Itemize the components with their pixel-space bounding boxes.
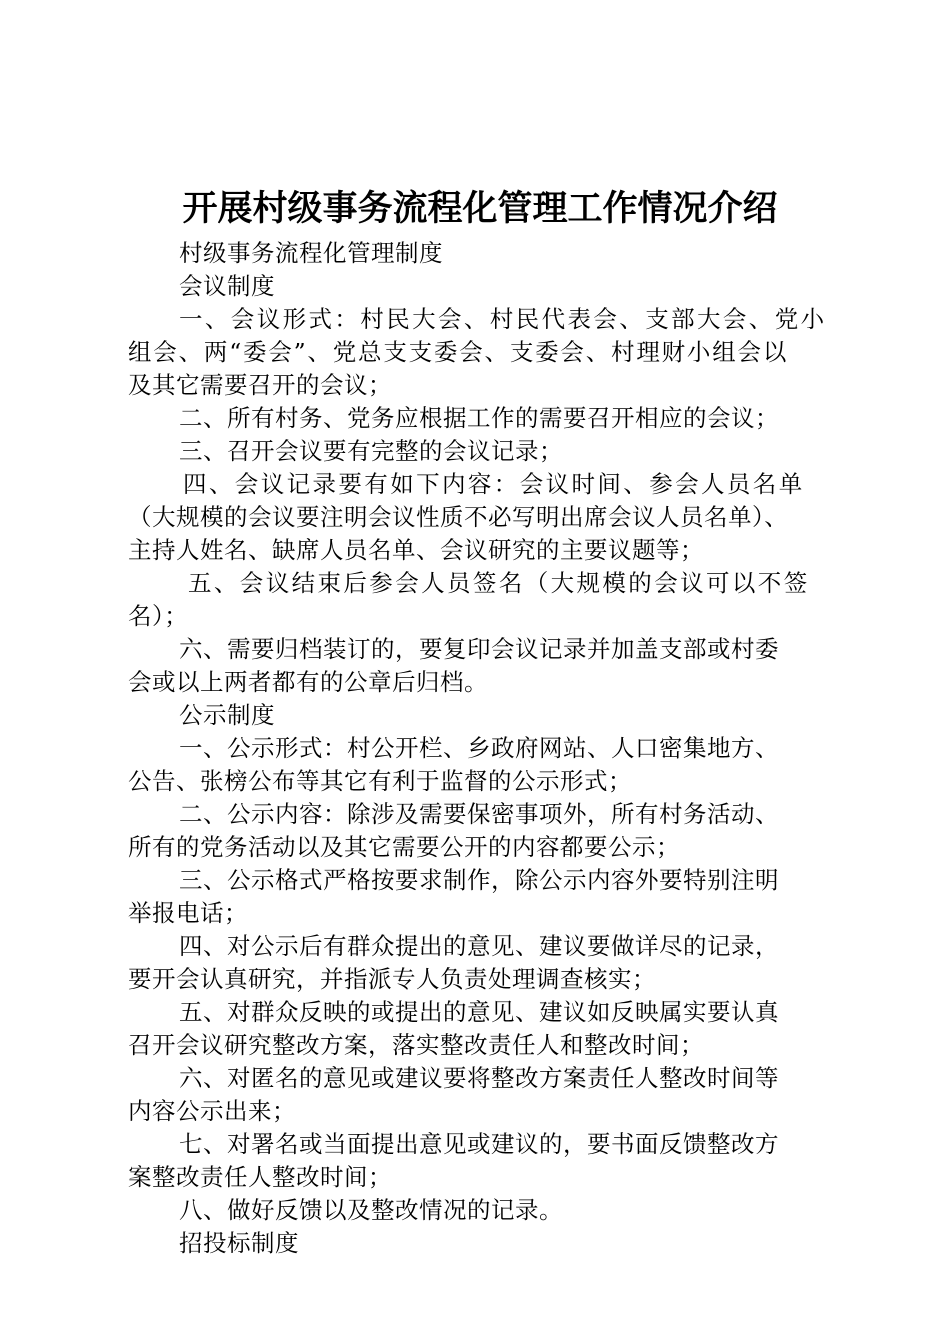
document-title: 开展村级事务流程化管理工作情况介绍 — [182, 188, 778, 229]
paragraph-line: 四、会议记录要有如下内容：会议时间、参会人员名单 — [183, 470, 805, 498]
section-heading: 村级事务流程化管理制度 — [179, 239, 443, 267]
section-heading: 会议制度 — [179, 272, 275, 300]
section-heading: 招投标制度 — [179, 1229, 299, 1257]
paragraph-line: 一、公示形式：村公开栏、乡政府网站、人口密集地方、 — [179, 734, 779, 762]
paragraph-line: 六、对匿名的意见或建议要将整改方案责任人整改时间等 — [179, 1064, 779, 1092]
paragraph-line: 八、做好反馈以及整改情况的记录。 — [179, 1196, 563, 1224]
paragraph-line: 三、召开会议要有完整的会议记录； — [179, 437, 563, 465]
paragraph-line: 举报电话； — [128, 899, 248, 927]
paragraph-line: 一、会议形式：村民大会、村民代表会、支部大会、党小 — [179, 305, 827, 333]
paragraph-line: 六、需要归档装订的，要复印会议记录并加盖支部或村委 — [179, 635, 779, 663]
paragraph-line: 五、对群众反映的或提出的意见、建议如反映属实要认真 — [179, 998, 779, 1026]
paragraph-line: 四、对公示后有群众提出的意见、建议要做详尽的记录， — [179, 932, 779, 960]
paragraph-line: 内容公示出来； — [128, 1097, 296, 1125]
paragraph-line: （大规模的会议要注明会议性质不必写明出席会议人员名单）、 — [128, 503, 789, 531]
paragraph-line: 名）； — [128, 602, 189, 630]
document-body — [128, 237, 833, 1260]
paragraph-line: 会或以上两者都有的公章后归档。 — [128, 668, 488, 696]
paragraph-line: 要开会认真研究，并指派专人负责处理调查核实； — [128, 965, 656, 993]
paragraph-line: 二、所有村务、党务应根据工作的需要召开相应的会议； — [179, 404, 779, 432]
paragraph-line: 二、公示内容：除涉及需要保密事项外，所有村务活动、 — [179, 800, 779, 828]
paragraph-line: 召开会议研究整改方案，落实整改责任人和整改时间； — [128, 1031, 704, 1059]
section-heading: 公示制度 — [179, 701, 275, 729]
paragraph-line: 所有的党务活动以及其它需要公开的内容都要公示； — [128, 833, 680, 861]
paragraph-line: 案整改责任人整改时间； — [128, 1163, 392, 1191]
paragraph-line: 公告、张榜公布等其它有利于监督的公示形式； — [128, 767, 632, 795]
paragraph-line: 五、会议结束后参会人员签名（大规模的会议可以不签 — [188, 569, 810, 597]
paragraph-line: 三、公示格式严格按要求制作，除公示内容外要特别注明 — [179, 866, 779, 894]
paragraph-line: 及其它需要召开的会议； — [128, 371, 392, 399]
paragraph-line: 组会、两“委会”、党总支支委会、支委会、村理财小组会以 — [128, 338, 789, 366]
paragraph-line: 主持人姓名、缺席人员名单、会议研究的主要议题等； — [128, 536, 704, 564]
paragraph-line: 七、对署名或当面提出意见或建议的，要书面反馈整改方 — [179, 1130, 779, 1158]
